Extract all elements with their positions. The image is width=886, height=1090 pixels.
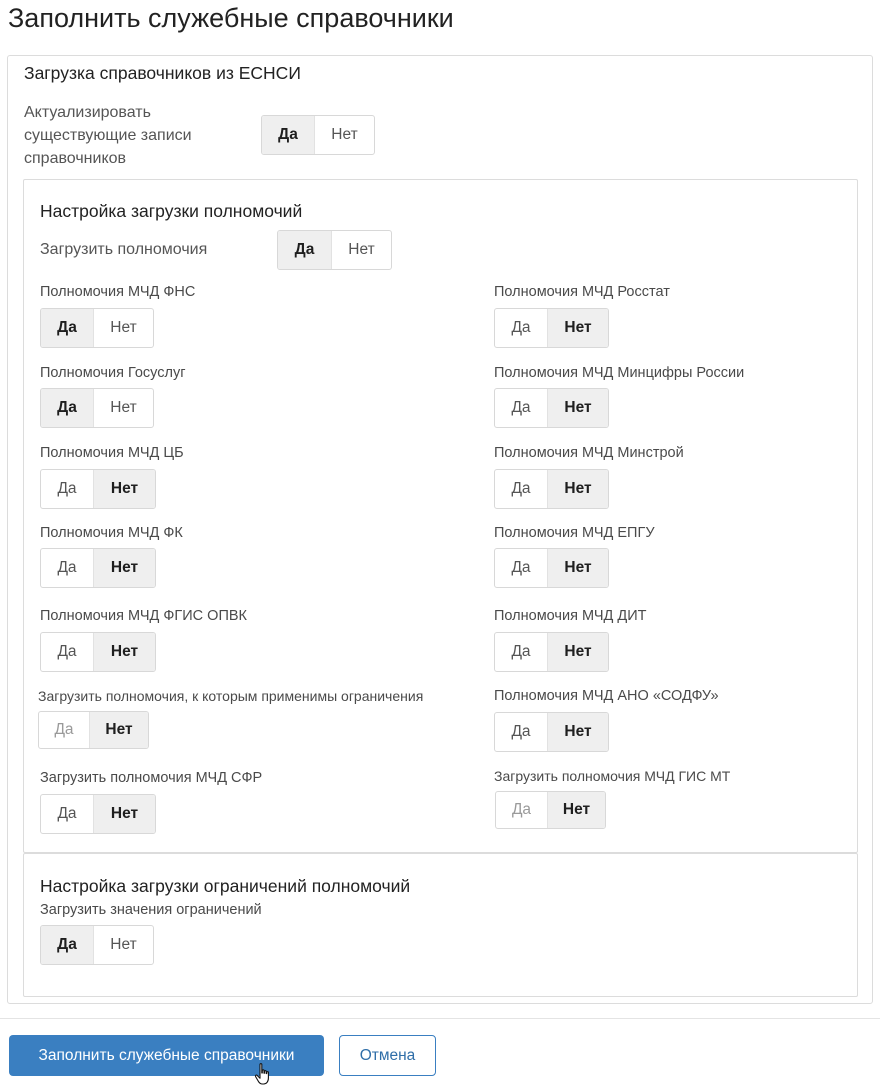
power-rosstat-label: Полномочия МЧД Росстат (494, 284, 670, 300)
power-rosstat-no[interactable]: Нет (547, 309, 608, 347)
power-fgis-opvk-yes[interactable]: Да (57, 643, 77, 660)
actualize-no-option[interactable]: Нет (314, 116, 374, 154)
power-gis-mt-yes[interactable]: Да (511, 801, 532, 818)
power-fns-label: Полномочия МЧД ФНС (40, 284, 196, 300)
load-restrictions-toggle (40, 925, 154, 965)
power-dit-no[interactable]: Нет (547, 633, 608, 671)
power-mincifry-no[interactable]: Нет (547, 389, 608, 427)
power-restricted-yes[interactable]: Да (54, 721, 74, 738)
restrictions-section-title: Настройка загрузки ограничений полномочий (40, 876, 411, 896)
powers-section-title: Настройка загрузки полномочий (40, 201, 303, 221)
power-sodfu-no[interactable]: Нет (547, 713, 608, 751)
pointer-cursor-icon (254, 1062, 276, 1088)
load-restrictions-label: Загрузить значения ограничений (40, 902, 262, 918)
power-fk-no[interactable]: Нет (93, 549, 155, 587)
power-fns-yes[interactable]: Да (41, 309, 93, 347)
power-mincifry-yes[interactable]: Да (511, 399, 531, 416)
power-fgis-opvk-no[interactable]: Нет (93, 633, 155, 671)
load-restrictions-yes[interactable]: Да (41, 926, 93, 964)
actualize-label: Актуализировать существующие записи справочников (24, 104, 192, 167)
power-restricted-no[interactable]: Нет (89, 712, 148, 748)
power-sfr-no[interactable]: Нет (93, 795, 155, 833)
fill-directories-button[interactable]: Заполнить служебные справочники (9, 1035, 324, 1076)
power-minstroy-no[interactable]: Нет (547, 470, 608, 508)
cancel-button[interactable]: Отмена (339, 1035, 436, 1076)
power-dit-label: Полномочия МЧД ДИТ (494, 608, 647, 624)
power-fk-yes[interactable]: Да (57, 559, 77, 576)
power-restricted-label: Загрузить полномочия, к которым применимы ограничения (38, 688, 424, 704)
power-gosuslugi-label: Полномочия Госуслуг (40, 365, 186, 381)
power-dit-toggle (494, 632, 609, 672)
actualize-toggle (261, 115, 375, 155)
power-epgu-label: Полномочия МЧД ЕПГУ (494, 525, 655, 541)
powers-settings-panel (23, 179, 858, 853)
power-cb-no[interactable]: Нет (93, 470, 155, 508)
power-gis-mt-toggle (495, 791, 606, 829)
power-fk-toggle (40, 548, 156, 588)
power-gosuslugi-toggle (40, 388, 154, 428)
power-sfr-yes[interactable]: Да (57, 805, 77, 822)
power-gis-mt-label: Загрузить полномочия МЧД ГИС МТ (494, 768, 731, 784)
power-minstroy-yes[interactable]: Да (511, 480, 531, 497)
load-powers-no-option[interactable]: Нет (331, 231, 391, 269)
power-minstroy-toggle (494, 469, 609, 509)
power-rosstat-yes[interactable]: Да (511, 319, 531, 336)
power-fgis-opvk-label: Полномочия МЧД ФГИС ОПВК (40, 608, 247, 624)
actualize-yes-option[interactable]: Да (262, 116, 314, 154)
power-sfr-label: Загрузить полномочия МЧД СФР (40, 770, 263, 786)
power-fk-label: Полномочия МЧД ФК (40, 525, 183, 541)
page-title: Заполнить служебные справочники (8, 3, 454, 33)
power-epgu-yes[interactable]: Да (511, 559, 531, 576)
power-sodfu-label: Полномочия МЧД АНО «СОДФУ» (494, 688, 719, 704)
load-powers-toggle (277, 230, 392, 270)
power-restricted-toggle (38, 711, 149, 749)
footer-divider (0, 1018, 880, 1019)
power-mincifry-label: Полномочия МЧД Минцифры России (494, 365, 745, 381)
load-powers-label: Загрузить полномочия (40, 241, 208, 258)
power-gosuslugi-no[interactable]: Нет (93, 389, 153, 427)
power-cb-yes[interactable]: Да (57, 480, 77, 497)
power-fns-toggle (40, 308, 154, 348)
esnsi-section-title: Загрузка справочников из ЕСНСИ (24, 63, 301, 83)
power-gosuslugi-yes[interactable]: Да (41, 389, 93, 427)
power-sodfu-yes[interactable]: Да (511, 723, 531, 740)
power-cb-toggle (40, 469, 156, 509)
power-fgis-opvk-toggle (40, 632, 156, 672)
power-fns-no[interactable]: Нет (93, 309, 153, 347)
load-restrictions-no[interactable]: Нет (93, 926, 153, 964)
power-cb-label: Полномочия МЧД ЦБ (40, 445, 184, 461)
load-powers-yes-option[interactable]: Да (278, 231, 331, 269)
power-epgu-toggle (494, 548, 609, 588)
power-minstroy-label: Полномочия МЧД Минстрой (494, 445, 684, 461)
power-epgu-no[interactable]: Нет (547, 549, 608, 587)
power-gis-mt-no[interactable]: Нет (547, 792, 605, 828)
power-dit-yes[interactable]: Да (511, 643, 531, 660)
power-sodfu-toggle (494, 712, 609, 752)
power-rosstat-toggle (494, 308, 609, 348)
power-mincifry-toggle (494, 388, 609, 428)
power-sfr-toggle (40, 794, 156, 834)
